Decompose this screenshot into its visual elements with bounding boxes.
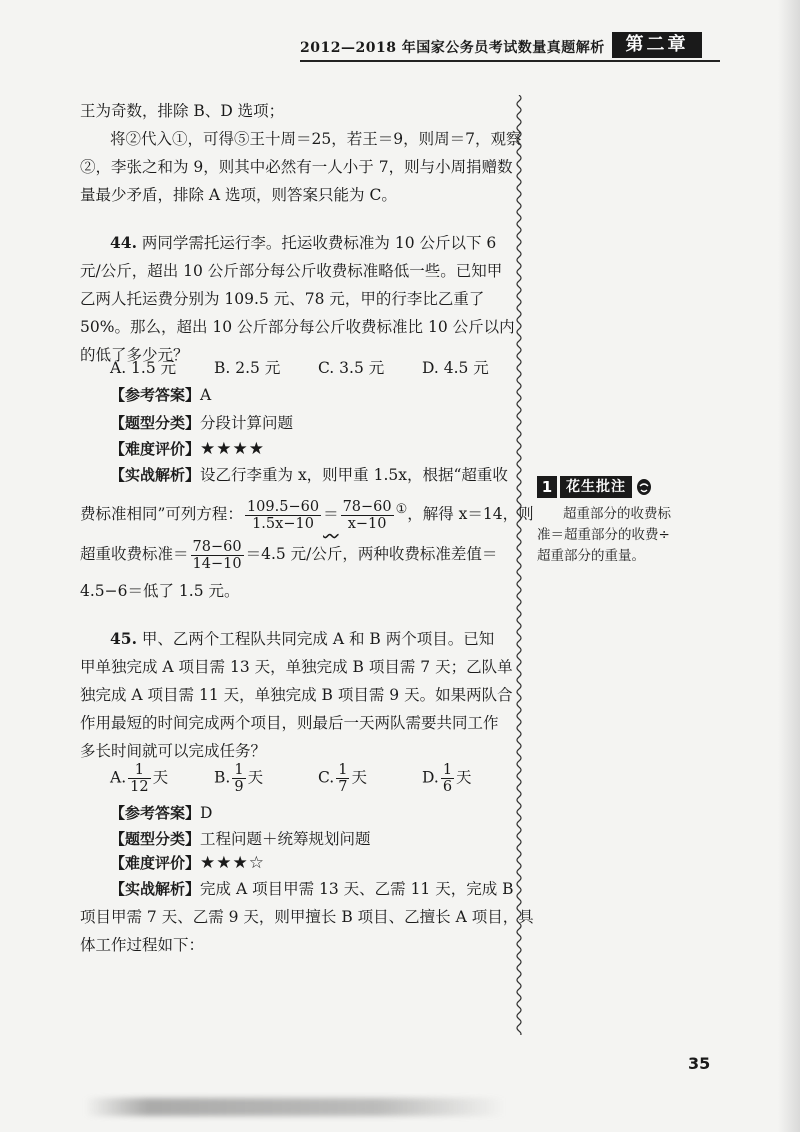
peanut-icon	[634, 476, 654, 498]
prev-text-line: ②，李张之和为 9，则其中必然有一人小于 7，则与小周捐赠数	[80, 158, 513, 176]
q45-option-d: D. $\frac{1}{6}$ 天	[422, 762, 472, 795]
q45-option-a: A. $\frac{1}{12}$ 天	[110, 762, 169, 795]
q44-stem-line: 50%。那么，超出 10 公斤部分每公斤收费标准比 10 公斤以内	[80, 318, 515, 336]
q44-option-a: A. 1.5 元	[110, 359, 177, 377]
question-number: 45.	[110, 629, 137, 648]
q45-type: 【题型分类】工程问题＋统筹规划问题	[110, 830, 371, 848]
footnote-marker: ①	[395, 502, 408, 517]
wavy-column-divider	[514, 95, 524, 1035]
q44-analysis-equation: 费标准相同”可列方程： $\frac{109.5-60}{1.5x-10}$ ＝ $\frac{78-60}{x-10}$ ①，解得 x＝14，则	[80, 498, 534, 532]
q44-option-b: B. 2.5 元	[214, 359, 281, 377]
fraction: $\frac{78-60}{14-10}$	[192, 538, 242, 572]
q44-answer: 【参考答案】A	[110, 386, 212, 404]
running-header-title: 2012—2018 年国家公务员考试数量真题解析	[300, 40, 605, 56]
note-text-line: 超重部分的重量。	[537, 548, 645, 564]
q44-stem-line: 元/公斤，超出 10 公斤部分每公斤收费标准略低一些。已知甲	[80, 262, 503, 280]
q45-analysis-line: 体工作过程如下：	[80, 936, 205, 954]
q45-stem-line: 独完成 A 项目需 11 天，单独完成 B 项目需 9 天。如果两队合	[80, 686, 513, 704]
q44-option-d: D. 4.5 元	[422, 359, 489, 377]
q45-stem-line: 甲单独完成 A 项目需 13 天，单独完成 B 项目需 7 天；乙队单	[80, 658, 513, 676]
q44-stem-line: 乙两人托运费分别为 109.5 元、78 元，甲的行李比乙重了	[80, 290, 485, 308]
q45-difficulty: 【难度评价】★★★☆	[110, 853, 265, 873]
q45-stem-line: 多长时间就可以完成任务？	[80, 742, 267, 760]
q45-analysis-line: 项目甲需 7 天、乙需 9 天，则甲擅长 B 项目、乙擅长 A 项目，具	[80, 908, 534, 926]
q45-option-c: C. $\frac{1}{7}$ 天	[318, 762, 367, 795]
equation-underlined: $\frac{109.5-60}{1.5x-10}$ ＝ $\frac{78-60}{x-10}$	[246, 498, 392, 532]
chapter-tab: 第二章	[612, 32, 702, 58]
note-badge: 1	[537, 476, 557, 498]
header-rule	[300, 60, 720, 62]
page-number: 35	[688, 1054, 711, 1073]
note-text-line: 超重部分的收费标	[563, 506, 671, 522]
q44-type: 【题型分类】分段计算问题	[110, 414, 294, 432]
q44-analysis-line: 超重收费标准＝ $\frac{78-60}{14-10}$ ＝4.5 元/公斤，两种收费标准差值＝	[80, 538, 498, 572]
q44-option-c: C. 3.5 元	[318, 359, 385, 377]
q45-option-b: B. $\frac{1}{9}$ 天	[214, 762, 264, 795]
q44-analysis-line: 4.5−6＝低了 1.5 元。	[80, 582, 240, 600]
q44-difficulty: 【难度评价】★★★★	[110, 439, 265, 459]
difficulty-stars: ★★★☆	[200, 853, 265, 873]
fraction: $\frac{109.5-60}{1.5x-10}$	[246, 498, 320, 532]
q44-analysis-line: 【实战解析】设乙行李重为 x，则甲重 1.5x，根据“超重收	[110, 466, 508, 484]
q45-analysis-line: 【实战解析】完成 A 项目甲需 13 天、乙需 11 天，完成 B	[110, 880, 514, 898]
q45-stem-line: 作用最短的时间完成两个项目，则最后一天两队需要共同工作	[80, 714, 499, 732]
q45-answer: 【参考答案】D	[110, 804, 213, 822]
prev-text-line: 量最少矛盾，排除 A 选项，则答案只能为 C。	[80, 186, 397, 204]
prev-text-line: 王为奇数，排除 B、D 选项；	[80, 102, 285, 120]
note-label: 花生批注	[560, 476, 632, 498]
prev-text-line: 将②代入①，可得⑤王十周＝25，若王＝9，则周＝7，观察	[110, 130, 522, 148]
page-edge-shadow	[778, 0, 800, 1132]
q44-stem-line: 的低了多少元？	[80, 346, 189, 364]
question-number: 44.	[110, 233, 137, 252]
difficulty-stars: ★★★★	[200, 439, 265, 459]
q45-stem-line: 45. 甲、乙两个工程队共同完成 A 和 B 两个项目。已知	[110, 629, 495, 648]
note-text-line: 准＝超重部分的收费÷	[537, 527, 670, 543]
fraction: $\frac{78-60}{x-10}$	[342, 498, 392, 532]
q44-stem-line: 44. 两同学需托运行李。托运收费标准为 10 公斤以下 6	[110, 233, 497, 252]
scan-shadow	[85, 1098, 505, 1116]
